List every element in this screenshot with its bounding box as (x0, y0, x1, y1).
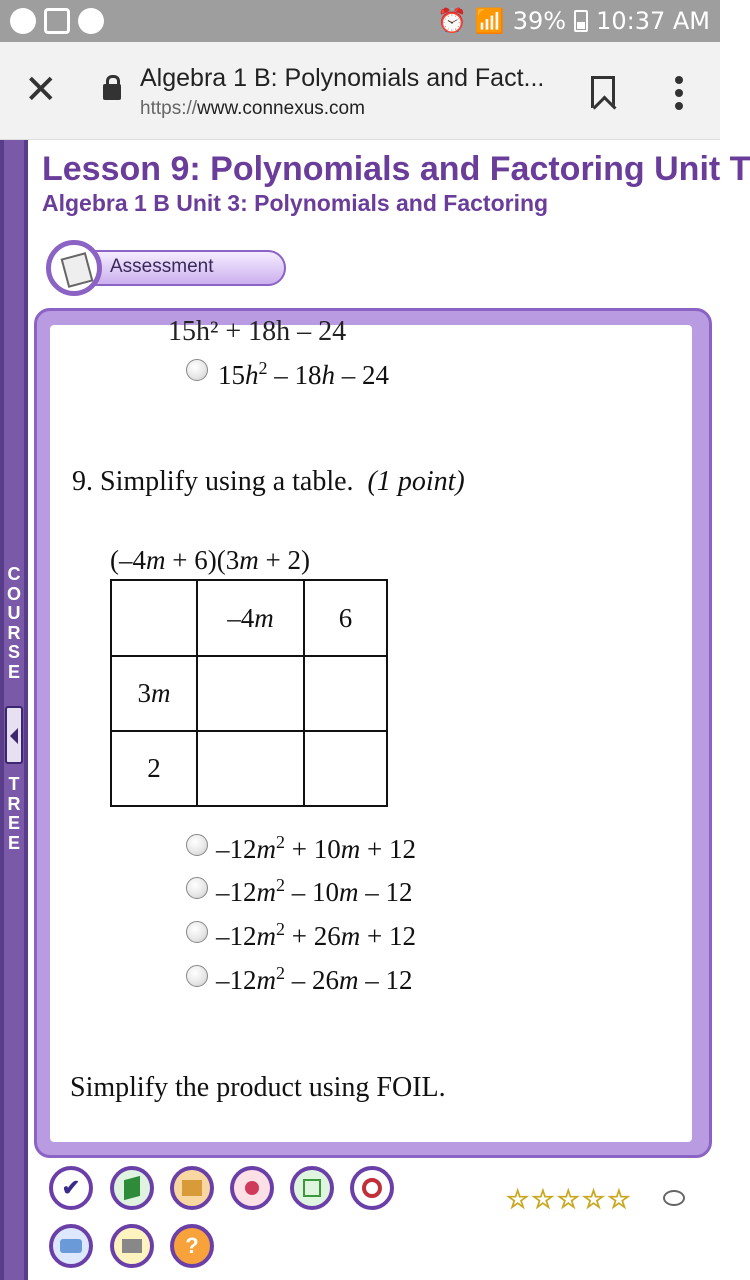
message-icon[interactable] (49, 1224, 93, 1268)
print-icon[interactable] (110, 1224, 154, 1268)
target-icon[interactable] (350, 1166, 394, 1210)
unit-title: Algebra 1 B Unit 3: Polynomials and Factoring (42, 190, 549, 216)
multiplication-table (110, 579, 388, 807)
table-row-header: 2 (111, 731, 197, 806)
close-tab-icon[interactable]: ✕ (24, 67, 58, 113)
option-radio-4[interactable] (186, 965, 208, 987)
battery-icon (574, 10, 588, 32)
browser-toolbar (0, 42, 720, 140)
status-bar (0, 0, 720, 42)
option-radio-3[interactable] (186, 921, 208, 943)
table-cell (197, 731, 304, 806)
option-label-1[interactable]: $-12m^2 + 10m + 12$ (216, 832, 416, 864)
help-icon[interactable]: ? (170, 1224, 214, 1268)
table-header-cell: 6 (304, 580, 387, 656)
folder-icon[interactable] (170, 1166, 214, 1210)
course-tree-label-bottom: T R E E (7, 774, 21, 853)
activity-icon (78, 8, 104, 34)
battery-percent: 39% (512, 7, 567, 35)
option-label-2[interactable]: $-12m^2 - 10m - 12$ (216, 875, 413, 907)
prev-option-label[interactable]: $15h^2 - 18h - 24$ (218, 358, 389, 390)
comment-icon[interactable] (663, 1190, 685, 1206)
table-cell (304, 731, 387, 806)
lesson-title: Lesson 9: Polynomials and Factoring Unit T (42, 150, 750, 188)
bookmark-icon[interactable] (591, 76, 615, 108)
table-header-cell: –4m (197, 580, 304, 656)
table-cell (304, 656, 387, 731)
table-row-header: 3m (111, 656, 197, 731)
question-text: Simplify using a table. (100, 466, 354, 497)
table-cell (197, 656, 304, 731)
assessment-label: Assessment (110, 256, 214, 277)
clock: 10:37 AM (596, 7, 710, 35)
url-scheme: https:// (140, 98, 198, 119)
option-label-4[interactable]: $-12m^2 - 26m - 12$ (216, 963, 413, 995)
question-points: (1 point) (367, 466, 465, 497)
table-corner-cell (111, 580, 197, 656)
rating-stars[interactable]: ☆☆☆☆☆ (506, 1185, 633, 1215)
option-radio-1[interactable] (186, 834, 208, 856)
pin-icon[interactable] (230, 1166, 274, 1210)
image-icon (44, 8, 70, 34)
assessment-icon (46, 240, 102, 296)
grid-icon[interactable] (290, 1166, 334, 1210)
option-label-3[interactable]: $-12m^2 + 26m + 12$ (216, 919, 416, 951)
question-number: 9. (72, 466, 93, 497)
url-domain: www.connexus.com (197, 98, 365, 119)
lock-icon[interactable] (103, 84, 121, 100)
prev-option-cut: 15h² + 18h – 24 (168, 316, 347, 347)
next-question-prompt: Simplify the product using FOIL. (70, 1072, 446, 1103)
page-title[interactable]: Algebra 1 B: Polynomials and Fact... (140, 64, 545, 92)
more-menu-icon[interactable] (675, 76, 683, 115)
course-tree-label-top: C O U R S E (6, 564, 21, 682)
prev-option-radio[interactable] (186, 359, 208, 381)
course-tree-toggle[interactable] (5, 706, 23, 764)
book-icon[interactable] (110, 1166, 154, 1210)
messenger-icon (10, 8, 36, 34)
question-expression: (–4m + 6)(3m + 2) (110, 545, 310, 575)
question-prompt (72, 466, 465, 498)
wifi-icon: 📶 (474, 7, 505, 35)
alarm-icon: ⏰ (436, 7, 467, 35)
option-radio-2[interactable] (186, 877, 208, 899)
url-text[interactable] (140, 98, 365, 120)
check-icon[interactable]: ✔ (49, 1166, 93, 1210)
